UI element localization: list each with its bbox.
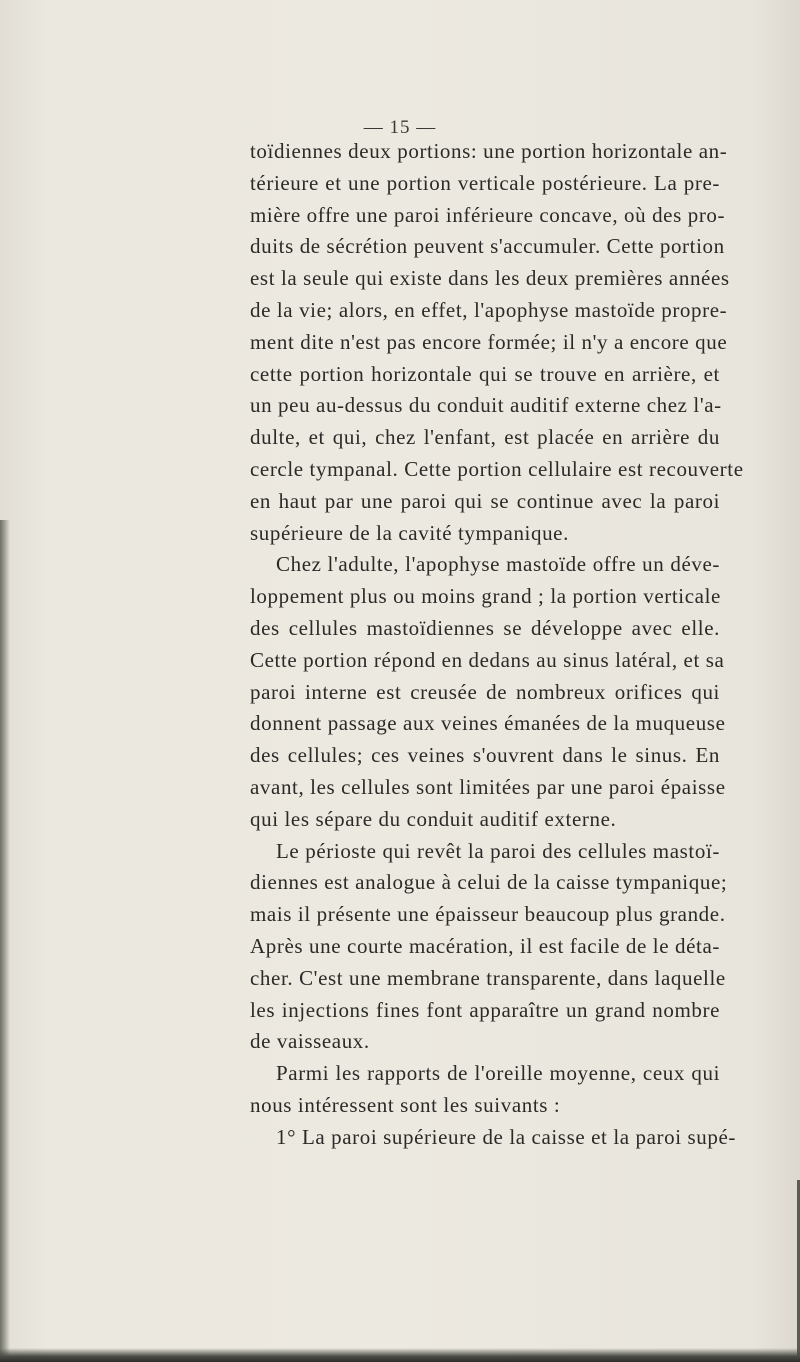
text-line: paroi interne est creusée de nombreux orifices qui [250, 679, 720, 704]
text-line: dulte, et qui, chez l'enfant, est placée en arrière du [250, 425, 720, 450]
text-line: toïdiennes deux portions: une portion horizontale an- [250, 139, 728, 163]
body-text [250, 136, 744, 1154]
text-line: loppement plus ou moins grand ; la portion verticale [250, 584, 721, 609]
text-line: duits de sécrétion peuvent s'accumuler. Cette portion [250, 234, 725, 259]
text-line: mais il présente une épaisseur beaucoup plus grande. [250, 902, 726, 927]
text-line: 1° La paroi supérieure de la caisse et la paroi supé- [276, 1124, 737, 1149]
text-line: Parmi les rapports de l'oreille moyenne, ceux qui [276, 1061, 720, 1086]
text-line: térieure et une portion verticale postérieure. La pre- [250, 170, 720, 195]
text-line: supérieure de la cavité tympanique. [250, 520, 569, 545]
page-gutter-shadow [0, 520, 10, 1362]
text-line: de la vie; alors, en effet, l'apophyse mastoïde propre- [250, 297, 728, 322]
page-bottom-shadow [0, 1348, 800, 1362]
text-line: Le périoste qui revêt la paroi des cellules mastoï- [276, 838, 720, 863]
text-line: donnent passage aux veines émanées de la muqueuse [250, 711, 726, 736]
text-line: de vaisseaux. [250, 1029, 370, 1054]
text-line: mière offre une paroi inférieure concave, où des pro- [250, 202, 726, 227]
page-number: — 15 — [363, 117, 437, 138]
text-line: diennes est analogue à celui de la caisse tympanique; [250, 870, 728, 895]
text-line: ment dite n'est pas encore formée; il n'y a encore que [250, 329, 728, 354]
text-line: cher. C'est une membrane transparente, dans laquelle [250, 965, 726, 990]
text-line: cette portion horizontale qui se trouve en arrière, et [250, 361, 720, 386]
text-line: avant, les cellules sont limitées par une paroi épaisse [250, 774, 726, 799]
text-line: des cellules; ces veines s'ouvrent dans le sinus. En [250, 743, 720, 768]
text-line: qui les sépare du conduit auditif externe. [250, 806, 617, 831]
text-line: Après une courte macération, il est facile de le déta- [250, 933, 720, 958]
text-line: en haut par une paroi qui se continue avec la paroi [250, 488, 720, 513]
text-line: les injections fines font apparaître un grand nombre [250, 997, 720, 1022]
text-line: des cellules mastoïdiennes se développe avec elle. [250, 615, 720, 640]
text-line: nous intéressent sont les suivants : [250, 1092, 561, 1117]
text-line: Cette portion répond en dedans au sinus latéral, et sa [250, 647, 725, 672]
text-line: cercle tympanal. Cette portion cellulaire est recouverte [250, 456, 744, 481]
text-line: est la seule qui existe dans les deux premières années [250, 266, 730, 291]
text-line: un peu au-dessus du conduit auditif externe chez l'a- [250, 393, 722, 418]
text-line: Chez l'adulte, l'apophyse mastoïde offre un déve- [276, 552, 720, 577]
